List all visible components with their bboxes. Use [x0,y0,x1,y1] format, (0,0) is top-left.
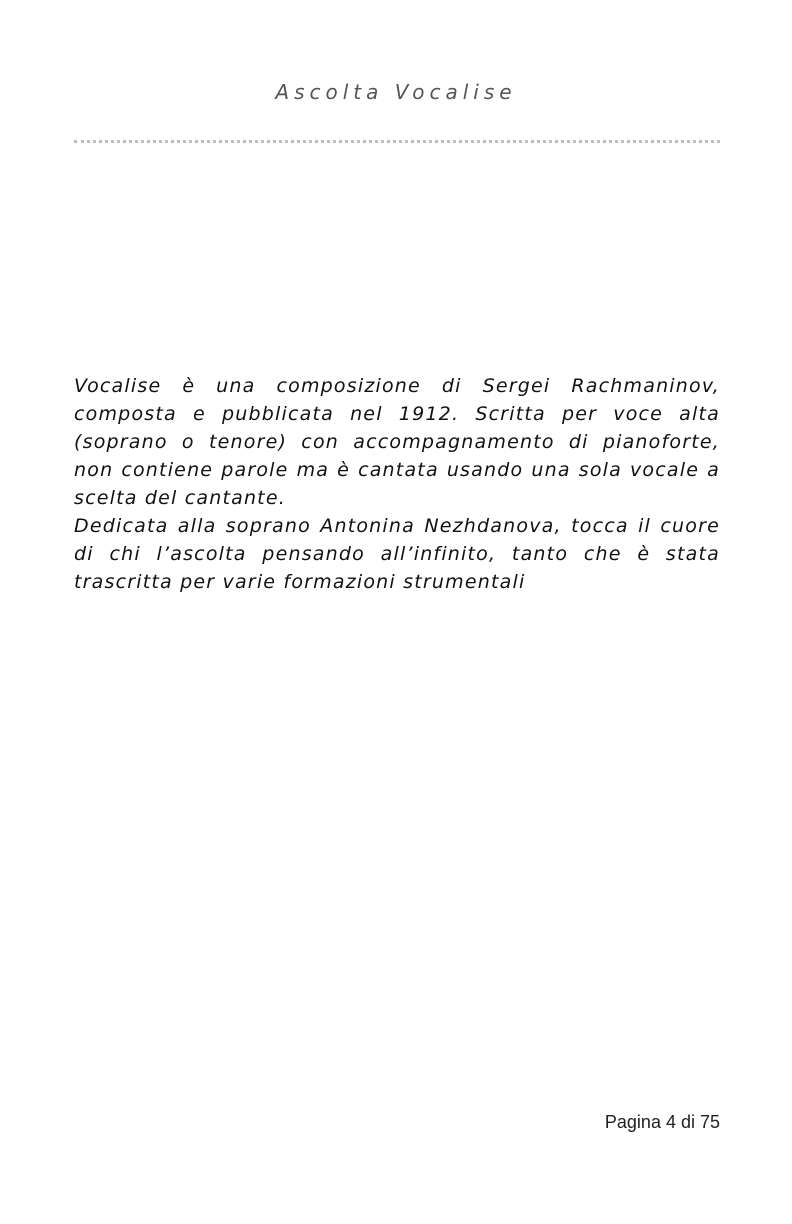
header-dotted-divider [74,140,720,143]
page-header-title: Ascolta Vocalise [275,80,517,104]
body-paragraph-1: Vocalise è una composizione di Sergei Rachmaninov, composta e pubblicata nel 1912. Scritta per voce alta (soprano o tenore) con accompagnamento di pianoforte, non contiene parole ma è cantata usando una sola vocale a scelta del cantante. [74,375,720,509]
page-number: Pagina 4 di 75 [604,1112,720,1132]
body-paragraph-2: Dedicata alla soprano Antonina Nezhdanova, tocca il cuore di chi l’ascolta pensando all’infinito, tanto che è stata trascritta per varie formazioni strumentali [74,515,720,593]
body-text [74,372,720,596]
